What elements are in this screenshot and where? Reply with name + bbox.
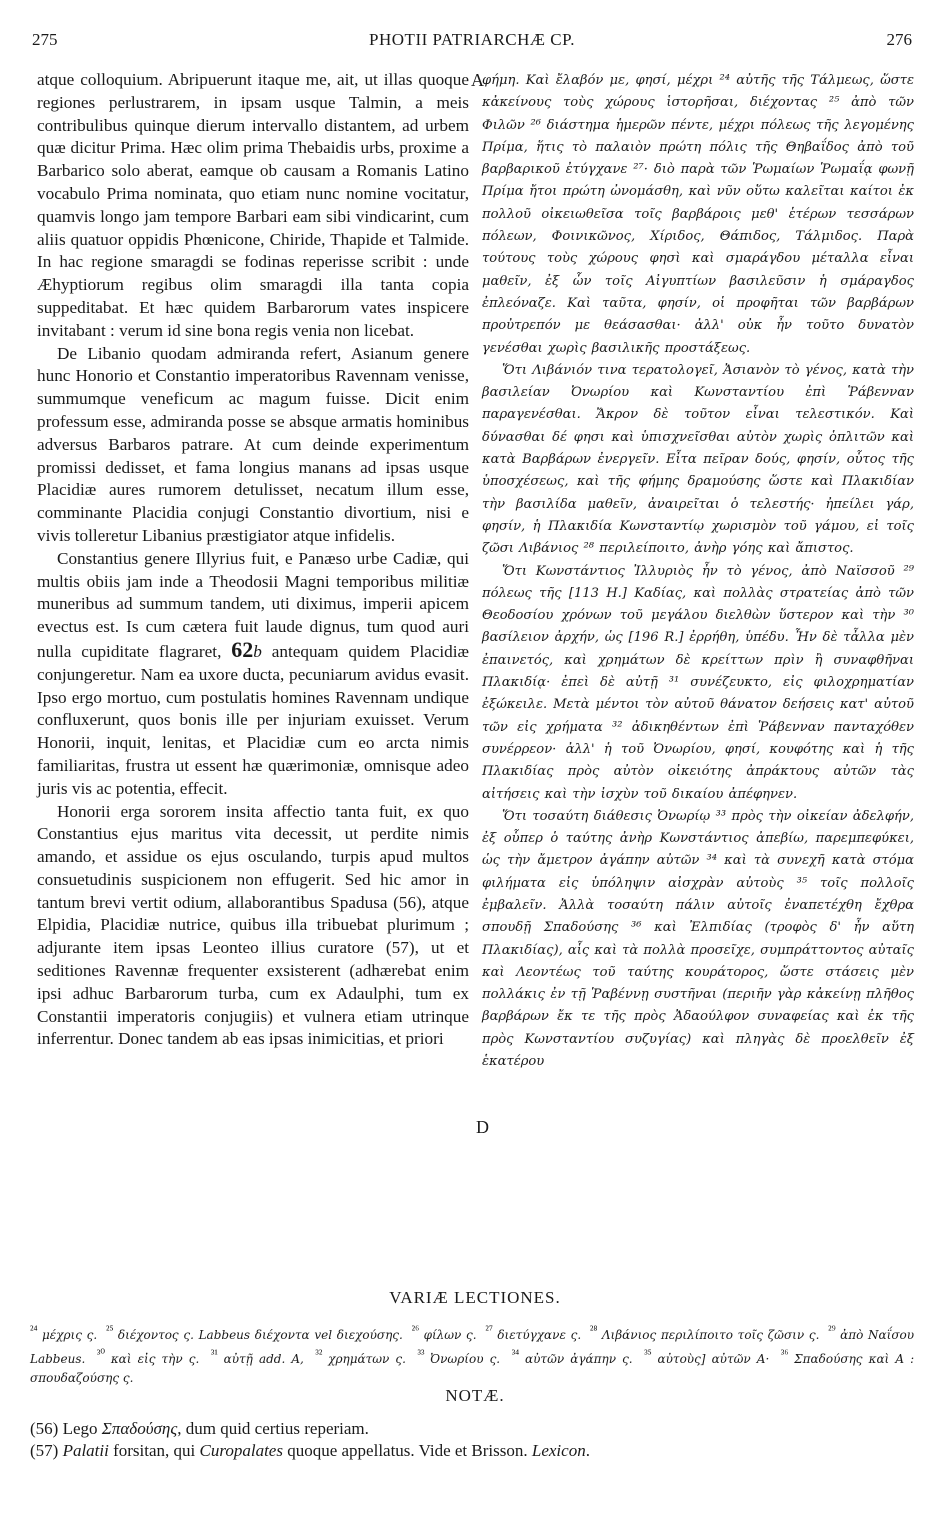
margin-marker-d: D (476, 1117, 489, 1137)
latin-paragraph-4: Honorii erga sororem insita affectio tanta fuit, ex quo Constantius ejus maritus vita decessit, ut perdite nimis amando, et assidue os ejus osculando, turpis apud multos consuetudinis suspicionem non effugerit. Sed hic amor in tantum brevi vertit odium, allaborantibus Spadusa (56), atque Elpidia, Placidiæ nutrice, quibus illa tribuebat plurimum ; adjurante item ipsas Leonteo illius curatore (57), ut et seditiones Ravennæ frequenter exsisterent (adhærebat enim ipsi adhuc Barbarorum turba, cum ex Adaulphi, tum ex Constantii imperatoris conjugiis) et vulnera etiam utrinque inferrentur. Donec tandem ab eas ipsas inimicitias, et priori (37, 801, 469, 1049)
greek-paragraph-4: Ὅτι τοσαύτη διάθεσις Ὀνωρίῳ ³³ πρὸς τὴν οἰκείαν ἀδελφήν, ἐξ οὗπερ ὁ ταύτης ἀνὴρ Κωνστάντιος ἀπεβίω, παρεμπεφύκει, ὡς τὴν ἄμετρον ἀγάπην αὐτῶν ³⁴ καὶ τὰ συνεχῆ κατὰ στόμα φιλήματα εἰς ὑπόληψιν αἰσχρὰν αὐτοὺς ³⁵ τοῖς πολλοῖς ἐμβαλεῖν. Ἀλλὰ τοσαύτη πάλιν αὐτοῖς ἐναπετέχθη ἔχθρα σπουδῇ Σπαδούσης ³⁶ καὶ Ἐλπιδίας (τροφὸς δ' ἦν αὕτη Πλακιδίας), αἷς καὶ τὰ πολλὰ προσεῖχε, συμπράττοντος αὐταῖς καὶ Λεοντέως τοῦ ταύτης κουράτορος, ὥστε στάσεις μὲν πολλάκις ἐν τῇ Ῥαβέννῃ συστῆναι (περιῆν γὰρ κἀκείνῃ πλῆθος βαρβάρων ἔκ τε τῆς πρὸς Ἀδαούλφον συναφείας καὶ ἐκ τῆς πρὸς Κωνσταντίου συζυγίας) καὶ πληγὰς δὲ προελθεῖν ἐξ ἑκατέρου (482, 808, 914, 1070)
variant-entry: $^{^{26}}$ φίλων ς. (411, 1323, 477, 1342)
variae-lectiones-heading: VARIÆ LECTIONES. (389, 1288, 561, 1307)
latin-paragraph-2: De Libanio quodam admiranda refert, Asianum genere hunc Honorio et Constantio imperatoribus Ravennam venisse, summumque veneficum ac magum fuisse. Dicit enim professum esse, admiranda posse se absque armatis hominibus adversus Barbaros patrare. At cum deinde experimentum promissi dedisset, et fama longius manans ad ipsas usque Placidiæ aures rumorem detulisset, necatum illum esse, comminante Placidia conjugi Constantio divortium, nisi e vivis tolleretur Libanius præstigiator atque infidelis. (37, 343, 469, 545)
variant-entry: $^{^{32}}$ χρημάτων ς. (315, 1347, 406, 1367)
variant-entry: $^{^{35}}$ αὐτοὺς] αὐτῶν A· (644, 1347, 770, 1367)
note-57: (57) Palatii forsitan, qui Curopalates quoque appellatus. Vide et Brisson. Lexicon. (30, 1441, 590, 1460)
page-number-right: 276 (886, 30, 912, 49)
variant-entry: $^{^{28}}$ Λιβάνιος περιλίποιτο τοῖς ζῶσιν ς. (589, 1323, 820, 1342)
note-56: (56) Lego Σπαδούσης, dum quid certius reperiam. (30, 1419, 369, 1438)
notae-list (30, 1418, 914, 1462)
variant-entry: $^{^{24}}$ μέχρις ς. (30, 1323, 98, 1342)
variant-entry: $^{^{33}}$ Ὀνωρίου ς. (417, 1347, 501, 1367)
latin-paragraph-3-part-a: Constantius genere Illyrius fuit, e Panæso urbe Cadiæ, qui multis obiis jam inde a Theodosii Magni temporibus militiæ muneribus ad summum tandem, uti diximus, imperii apicem evectus est. Is cum cætera fuit laude dignus, tum quod auri nulla cupiditate flagraret, (37, 548, 469, 661)
notae-heading: NOTÆ. (445, 1386, 505, 1405)
greek-paragraph-2: Ὅτι Λιβάνιόν τινα τερατολογεῖ, Ἀσιανὸν τὸ γένος, κατὰ τὴν βασιλείαν Ὀνωρίου καὶ Κωνσταντίου ἐπὶ Ῥάβενναν παραγενέσθαι. Ἄκρον δὲ τοῦτον εἶναι τελεστικόν. Καὶ δύνασθαι δέ φησι καὶ ὑπισχνεῖσθαι αὐτὸν χωρὶς ὁπλιτῶν καὶ κατὰ Βαρβάρων ἐνεργεῖν. Εἶτα πεῖραν δούς, φησίν, οὗτος τῆς ὑποσχέσεως, καὶ τῆς φήμης δραμούσης ὥστε καὶ Πλακιδίαν τὴν βασιλίδα μαθεῖν, ἀναιρεῖται ὁ τελεστής· ἠπείλει γάρ, φησίν, ἡ Πλακιδία Κωνσταντίῳ χωρισμὸν τοῦ γάμου, εἰ τοῖς ζῶσι Λιβάνιος ²⁸ περιλείποιτο, ἀνὴρ γόης καὶ ἄπιστος. (482, 362, 914, 557)
latin-paragraph-3 (37, 548, 469, 801)
variant-entry: $^{^{34}}$ αὐτῶν ἀγάπην ς. (511, 1347, 633, 1367)
greek-paragraph-1: φήμη. Καὶ ἔλαβόν με, φησί, μέχρι ²⁴ αὐτῆς τῆς Τάλμεως, ὥστε κἀκείνους τοὺς χώρους ἱστορῆσαι, διέχοντας ²⁵ ἀπὸ τῶν Φιλῶν ²⁶ διάστημα ἡμερῶν πέντε, μέχρι πόλεως τῆς λεγομένης Πρίμα, ἥτις τὸ παλαιὸν πρώτη πόλις τῆς Θηβαΐδος ἀπὸ τοῦ βαρβαρικοῦ ἐτύγχανε ²⁷· διὸ παρὰ τῶν Ῥωμαίων Ῥωμαΐᾳ φωνῇ Πρίμα ἤτοι πρώτη ὠνομάσθη, καὶ νῦν οὕτω καλεῖται καίτοι ἐκ πολλοῦ οἰκειωθεῖσα τοῖς βαρβάροις μεθ' ἑτέρων τεσσάρων πόλεων, Φοινικῶνος, Χίριδος, Θάπιδος, Τάλμιδος. Παρὰ τούτους τοὺς χώρους φησὶ καὶ σμαράγδου μέταλλα εἶναι μαθεῖν, ἐξ ὧν τοῖς Αἰγυπτίων βασιλεῦσιν ἡ σμάραγδος ἐπλεόναζε. Καὶ ταῦτα, φησίν, οἱ προφῆται τῶν βαρβάρων προὐτρεπόν με θεάσασθαι· ἀλλ' οὐκ ἦν τοῦτο δυνατὸν γενέσθαι χωρὶς βασιλικῆς προστάξεως. (482, 73, 914, 356)
page-sidenote: 62 (231, 636, 254, 662)
page-sidenote-letter: b (253, 641, 262, 661)
variant-entry: $^{^{25}}$ διέχοντος ς. Labbeus διέχοντα vel διεχούσης. (105, 1323, 403, 1342)
running-header (32, 30, 912, 56)
variant-entry: $^{^{31}}$ αὐτῇ add. A, (210, 1347, 304, 1367)
variant-entry: $^{^{27}}$ διετύγχανε ς. (485, 1323, 582, 1342)
margin-marker-a: A (471, 70, 484, 90)
latin-column (37, 69, 469, 1051)
greek-paragraph-3: Ὅτι Κωνστάντιος Ἰλλυριὸς ἦν τὸ γένος, ἀπὸ Ναϊσσοῦ ²⁹ πόλεως τῆς [113 Η.] Καδίας, καὶ πολλὰς στρατείας ἀπὸ τῶν Θεοδοσίου χρόνων τοῦ μεγάλου διελθὼν ὕστερον καὶ τὴν ³⁰ βασίλειον ἀρχήν, ὡς [196 R.] ἐρρήθη, ὑπέδυ. Ἦν δὲ τἆλλα μὲν ἐπαινετός, καὶ χρημάτων δὲ κρείττων πρὶν ἢ συναφθῆναι Πλακιδίᾳ· ἐπεὶ δὲ αὐτῇ ³¹ συνέζευκτο, εἰς φιλοχρηματίαν ἐξώκειλε. Μετὰ μέντοι τὸν αὐτοῦ θάνατον δεήσεις κατ' αὐτοῦ τῶν εἰς χρήματα ³² ἀδικηθέντων ἐπὶ Ῥάβενναν πανταχόθεν συνέρρεον· ἀλλ' ἡ τοῦ Ὀνωρίου, φησί, κουφότης καὶ ἡ τῆς Πλακιδίας πρὸς αὐτὸν οἰκειότης ἀπράκτους αὐτῶν τὰς αἰτήσεις καὶ τὴν ἰσχὺν τοῦ δικαίου ἀπέφηνεν. (482, 563, 914, 802)
latin-paragraph-3-part-b: antequam quidem Placidiæ conjungeretur. Nam ea uxore ducta, pecuniarum avidus evasit. Ipso ergo mortuo, cum postulatis homines Ravennam undique confluxerunt, quos bonis ille per injuriam exuisset. Verum Honorii, inquit, lenitas, et Placidiæ cum eo arcta nimis familiaritas, frustra ut essent hæ quærimoniæ, omnisque adeo juris vis ac potentia, effecit. (37, 641, 470, 798)
variant-entry: $^{^{36}}$ Σπαδούσης καὶ A : σπουδαζούσης ς. (30, 1347, 915, 1386)
running-title: PHOTII PATRIARCHÆ CP. (369, 30, 575, 49)
variant-entry: $^{^{29}}$ ἀπὸ Ναΐσου Labbeus. (30, 1323, 915, 1367)
greek-column (482, 70, 914, 1073)
latin-paragraph-1: atque colloquium. Abripuerunt itaque me, ait, ut illas quoque regiones perlustrarem, in ipsam usque Talmin, a meis contribulibus quinque dierum intervallo distantem, ad urbem quæ dicitur Prima. Hæc olim prima Thebaidis urbs, proxime a Barbarico solo aberat, eamque ob causam a Romanis Latino vocabulo Prima nominata, quo etiam nunc nomine vocitatur, quamvis longo jam tempore Barbari eam sibi vindicarint, cum aliis quatuor oppidis Phœnicone, Chiride, Thapide et Talmide. In hac regione smaragdi se fodinas reperisse scribit : unde Æhyptiorum regibus olim smaragdi illa tanta copia suppeditabat. Et hæc quidem Barbarorum vates inspicere invitabant : verum id sine bona regis venia non licebat. (37, 70, 469, 340)
variant-entry: $^{^{30}}$ καὶ εἰς τὴν ς. (96, 1347, 200, 1367)
page-number-left: 275 (32, 30, 58, 49)
variae-lectiones-list (30, 1320, 914, 1388)
